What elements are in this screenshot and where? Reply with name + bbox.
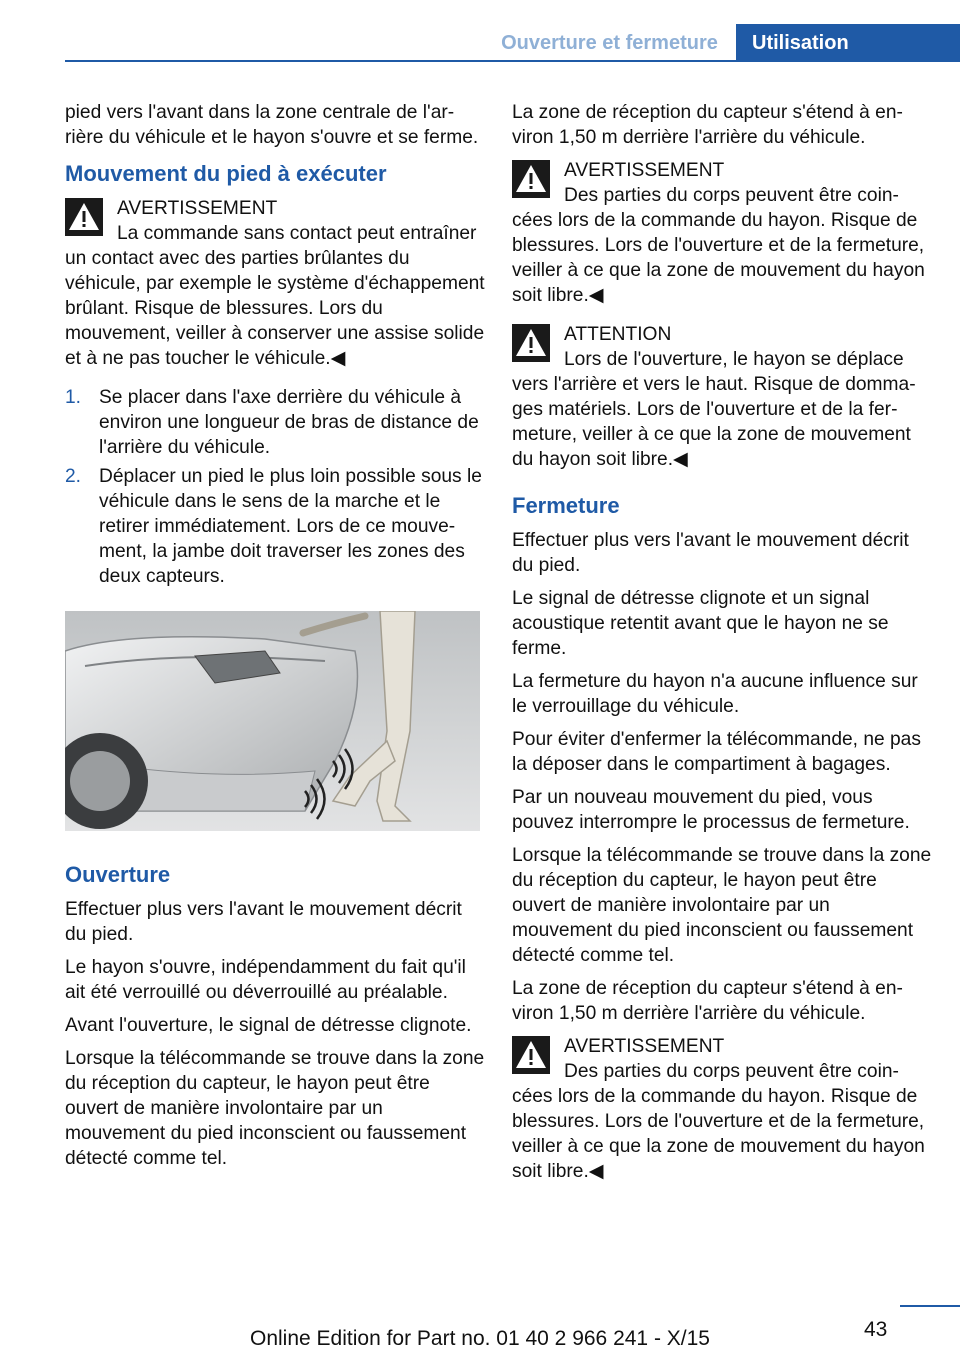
warning-text: Des parties du corps peuvent être coincées lors de la commande du hayon. Risque de blessures. Lors de l'ouverture et de la fermeture, veiller à ce que la zone de mouvement du hayon soit libre.◀ [512,1061,925,1182]
warning-title: AVERTISSEMENT [564,160,725,181]
attention-title: ATTENTION [564,324,672,345]
opening-paragraph: Lorsque la télécommande se trouve dans la zone du réception du capteur, le hayon peut être ouvert de manière involontaire par un mouvement du pied inconscient ou faussement détecté comme tel. [65,1048,485,1169]
intro-paragraph: pied vers l'avant dans la zone centrale de l'arrière du véhicule et le hayon s'ouvre et se ferme. [65,102,479,148]
chapter-tab: Utilisation [736,24,960,62]
closing-paragraph: La fermeture du hayon n'a aucune influence sur le verrouillage du véhicule. [512,671,918,717]
step-text: Se placer dans l'axe derrière du véhicule à environ une longueur de bras de distance de l'arrière du véhicule. [99,387,479,458]
warning-block-body-parts-2 [512,1034,932,1184]
footer-rule [900,1305,960,1307]
warning-triangle-icon [65,198,103,236]
warning-text: Des parties du corps peuvent être coincées lors de la commande du hayon. Risque de blessures. Lors de l'ouverture et de la fermeture, veiller à ce que la zone de mouvement du hayon soit libre.◀ [512,185,925,306]
closing-paragraph: Effectuer plus vers l'avant le mouvement décrit du pied. [512,530,909,576]
step-number: 2. [65,466,82,487]
edition-footer: Online Edition for Part no. 01 40 2 966 241 - X/15 [250,1327,710,1350]
warning-title: AVERTISSEMENT [564,1036,725,1057]
closing-paragraph: Lorsque la télécommande se trouve dans la zone du réception du capteur, le hayon peut être ouvert de manière involontaire par un mouvement du pied inconscient ou faussement détecté comme tel. [512,845,932,966]
section-title: Ouverture et fermeture [501,32,718,54]
step-number: 1. [65,387,82,408]
opening-paragraph: Effectuer plus vers l'avant le mouvement décrit du pied. [65,899,462,945]
attention-block [512,322,932,472]
opening-paragraph: Le hayon s'ouvre, indépendamment du fait qu'il ait été verrouillé ou déverrouillé au préalable. [65,957,466,1003]
header-rule [65,60,960,62]
step-text: Déplacer un pied le plus loin possible sous le véhicule dans le sens de la marche et le retirer immédiatement. Lors de ce mouvement, la jambe doit traverser les zones des deux capteurs. [99,466,482,587]
list-item [65,464,485,589]
steps-list [65,385,485,589]
warning-title: AVERTISSEMENT [117,198,278,219]
heading-closing: Fermeture [512,493,620,518]
car-tailgate-foot-sensor-illustration [65,611,480,831]
warning-text: La commande sans contact peut entraîner un contact avec des parties brûlantes du véhicule, par exemple le système d'échappement brûlant. Risque de blessures. Lors du mouvement, veiller à conserver une assise solide et à ne pas toucher le véhicule.◀ [65,223,485,369]
tailgate-illustration [65,611,480,831]
heading-foot-movement: Mouvement du pied à exécuter [65,161,387,186]
page-number: 43 [864,1318,888,1341]
range-paragraph: La zone de réception du capteur s'étend à environ 1,50 m derrière l'arrière du véhicule. [512,978,903,1024]
page-header [0,0,960,62]
closing-paragraph: Le signal de détresse clignote et un signal acoustique retentit avant que le hayon ne se ferme. [512,588,889,659]
warning-triangle-icon [512,324,550,362]
closing-paragraph: Par un nouveau mouvement du pied, vous pouvez interrompre le processus de fermeture. [512,787,910,833]
opening-paragraph: Avant l'ouverture, le signal de détresse clignote. [65,1015,472,1036]
list-item [65,385,485,460]
heading-opening: Ouverture [65,862,171,887]
warning-block-contact [65,196,485,371]
closing-paragraph: Pour éviter d'enfermer la télécommande, ne pas la déposer dans le compartiment à bagages. [512,729,921,775]
warning-block-body-parts [512,158,932,308]
warning-triangle-icon [512,160,550,198]
right-column [512,100,932,1198]
warning-triangle-icon [512,1036,550,1074]
attention-text: Lors de l'ouverture, le hayon se déplace vers l'arrière et vers le haut. Risque de dommages matériels. Lors de l'ouverture et de la fermeture, veiller à ce que la zone de mouvement du hayon soit libre.◀ [512,349,916,470]
range-paragraph: La zone de réception du capteur s'étend à environ 1,50 m derrière l'arrière du véhicule. [512,102,903,148]
left-column [65,100,485,1179]
